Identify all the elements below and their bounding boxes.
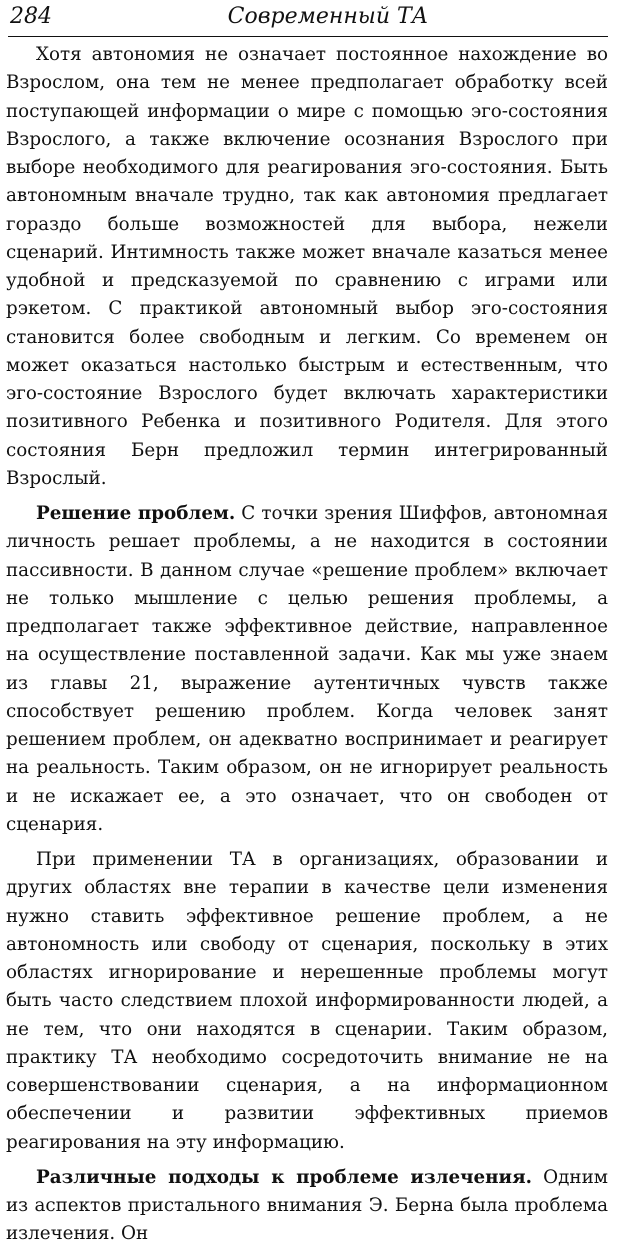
running-head: Современный ТА [227,4,429,29]
paragraph-text: Хотя автономия не означает постоянное нахождение во Взрослом, она тем не менее предполагает обработку всей поступающей информации о мире с помощью эго-состояния Взрослого, а также включение осознания Взрослого при выборе необходимого для реагирования эго-состояния. Быть автономным вначале трудно, так как автономия предлагает гораздо больше возможностей для выбора, нежели сценарий. Интимность также может вначале казаться менее удобной и предсказуемой по сравнению с играми или рэкетом. С практикой автономный выбор эго-состояния становится более свободным и легким. Со временем он может оказаться настолько быстрым и естественным, что эго-состояние Взрослого будет включать характеристики позитивного Ребенка и позитивного Родителя. Для этого состояния Берн предложил термин интегрированный Взрослый. [6,44,608,489]
page-number: 284 [10,4,52,29]
section-heading-cure-approaches: Различные подходы к проблеме излечения. [36,1166,532,1188]
section-heading-problem-solving: Решение проблем. [36,503,236,524]
page-header [8,0,608,37]
paragraph-cure-approaches [6,1164,608,1249]
paragraph-text: Одним из аспектов пристального внимания Э. Берна была проблема излечения. Он [6,1166,608,1245]
paragraph-organizations [6,846,608,1157]
paragraph-autonomy [6,41,608,493]
paragraph-text: С точки зрения Шиффов, автономная личность решает проблемы, а не находится в состоянии пассивности. В данном случае «решение проблем» включает не только мышление с целью решения проблемы, а предполагает также эффективное действие, направленное на осуществление поставленной задачи. Как мы уже знаем из главы 21, выражение аутентичных чувств также способствует решению проблем. Когда человек занят решением проблем, он адекватно воспринимает и реагирует на реальность. Таким образом, он не игнорирует реальность и не искажает ее, а это означает, что он свободен от сценария. [6,503,608,835]
body-text [6,41,608,1249]
paragraph-problem-solving [6,500,608,839]
paragraph-text: При применении ТА в организациях, образовании и других областях вне терапии в качестве цели изменения нужно ставить эффективное решение проблем, а не автономность или свободу от сценария, поскольку в этих областях игнорирование и нерешенные проблемы могут быть часто следствием плохой информированности людей, а не тем, что они находятся в сценарии. Таким образом, практику ТА необходимо сосредоточить внимание не на совершенствовании сценария, а на информационном обеспечении и развитии эффективных приемов реагирования на эту информацию. [6,849,608,1153]
